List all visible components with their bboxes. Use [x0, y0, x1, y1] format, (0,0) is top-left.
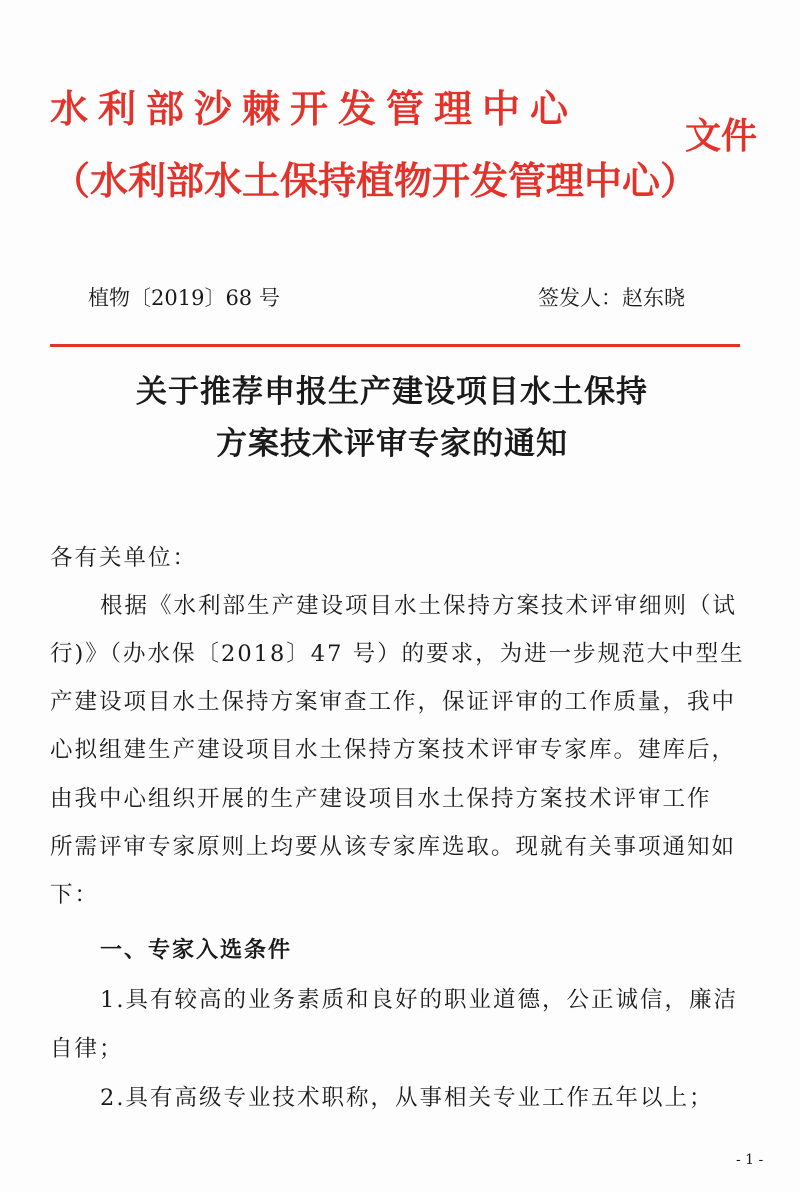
paragraph-line: 心拟组建生产建设项目水土保持方案技术评审专家库。建库后， [50, 737, 737, 763]
red-header-rule [50, 344, 740, 347]
list-item-line: 2.具有高级专业技术职称，从事相关专业工作五年以上； [100, 1085, 714, 1111]
page-number: - 1 - [736, 1152, 764, 1168]
document-title-line-2: 方案技术评审专家的通知 [216, 426, 568, 462]
section-heading: 一、专家入选条件 [100, 938, 293, 963]
salutation: 各有关单位： [50, 545, 198, 571]
signer: 签发人：赵东晓 [538, 286, 685, 310]
issuing-organization-name: 水利部沙棘开发管理中心 [50, 87, 579, 131]
paragraph-line: 所需评审专家原则上均要从该专家库选取。现就有关事项通知如 [50, 834, 737, 860]
issuing-organization-alias: （水利部水土保持植物开发管理中心） [52, 159, 699, 203]
paragraph-line: 由我中心组织开展的生产建设项目水土保持方案技术评审工作 [50, 786, 712, 812]
list-item-line: 1.具有较高的业务素质和良好的职业道德，公正诚信，廉洁 [100, 987, 738, 1013]
paragraph-line: 下： [50, 882, 100, 908]
document-type-label: 文件 [685, 116, 758, 157]
paragraph-line: 产建设项目水土保持方案审查工作，保证评审的工作质量，我中 [50, 689, 737, 715]
paragraph-line: 根据《水利部生产建设项目水土保持方案技术评审细则（试 [100, 593, 738, 619]
list-item-line: 自律； [50, 1036, 124, 1062]
document-number: 植物〔2019〕68 号 [88, 286, 280, 310]
document-title-line-1: 关于推荐申报生产建设项目水土保持 [136, 374, 648, 410]
paragraph-line: 行)》（办水保〔2018〕47 号）的要求，为进一步规范大中型生 [50, 641, 745, 667]
